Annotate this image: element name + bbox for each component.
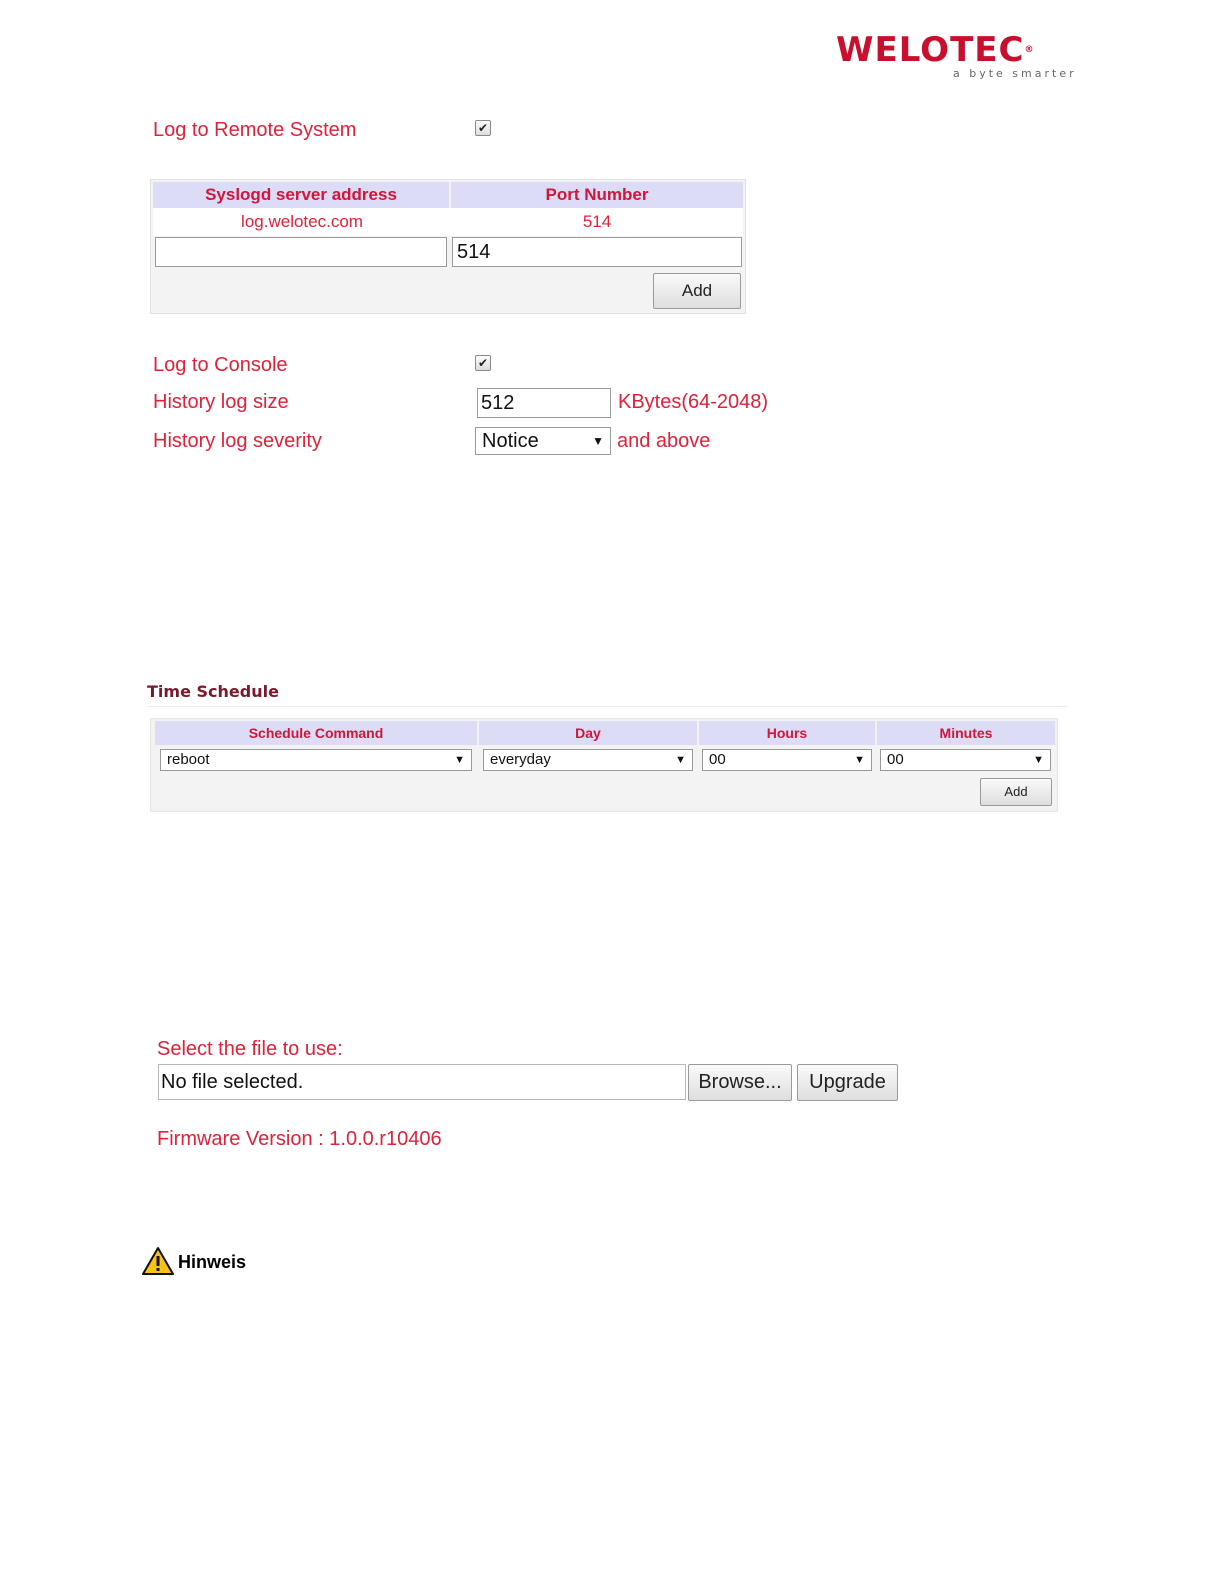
log-remote-label: Log to Remote System bbox=[153, 119, 357, 141]
note-label: Hinweis bbox=[178, 1252, 247, 1272]
warning-icon bbox=[142, 1246, 174, 1276]
add-schedule-button[interactable]: Add bbox=[980, 778, 1052, 806]
firmware-version: Firmware Version : 1.0.0.r10406 bbox=[157, 1128, 442, 1150]
day-selected: everyday bbox=[490, 751, 551, 768]
time-schedule-table bbox=[150, 718, 1058, 812]
chevron-down-icon: ▼ bbox=[592, 434, 604, 448]
history-size-label: History log size bbox=[153, 391, 289, 413]
time-schedule-title: Time Schedule bbox=[147, 682, 279, 701]
port-number-input[interactable]: 514 bbox=[452, 237, 742, 267]
upgrade-button[interactable]: Upgrade bbox=[797, 1064, 898, 1101]
history-size-input[interactable]: 512 bbox=[477, 388, 611, 418]
logo-tagline: a byte smarter bbox=[953, 67, 1077, 80]
minutes-selected: 00 bbox=[887, 751, 904, 768]
logo-registered: ® bbox=[1024, 45, 1035, 55]
chevron-down-icon: ▼ bbox=[454, 754, 465, 766]
syslog-server-table bbox=[150, 179, 746, 314]
row-port: 514 bbox=[582, 212, 612, 231]
welotec-logo bbox=[836, 30, 1034, 70]
select-file-label: Select the file to use: bbox=[157, 1038, 343, 1060]
severity-selected: Notice bbox=[482, 430, 539, 452]
browse-button[interactable]: Browse... bbox=[688, 1064, 792, 1101]
schedule-hours-select[interactable] bbox=[702, 749, 872, 771]
row-address: log.welotec.com bbox=[241, 212, 363, 231]
command-selected: reboot bbox=[167, 751, 210, 768]
log-console-checkbox[interactable]: ✔ bbox=[475, 355, 491, 371]
file-name-field[interactable]: No file selected. bbox=[158, 1064, 686, 1100]
history-size-unit: KBytes(64-2048) bbox=[618, 391, 769, 413]
log-remote-checkbox[interactable]: ✔ bbox=[475, 120, 491, 136]
server-address-input[interactable] bbox=[155, 237, 447, 267]
col-header-minutes: Minutes bbox=[877, 721, 1055, 745]
divider bbox=[147, 706, 1067, 707]
col-header-command: Schedule Command bbox=[155, 721, 477, 745]
table-row bbox=[153, 208, 743, 236]
col-header-day: Day bbox=[479, 721, 697, 745]
hours-selected: 00 bbox=[709, 751, 726, 768]
chevron-down-icon: ▼ bbox=[854, 754, 865, 766]
schedule-command-select[interactable] bbox=[160, 749, 472, 771]
schedule-minutes-select[interactable] bbox=[880, 749, 1051, 771]
schedule-day-select[interactable] bbox=[483, 749, 693, 771]
history-severity-label: History log severity bbox=[153, 430, 322, 452]
chevron-down-icon: ▼ bbox=[675, 754, 686, 766]
severity-suffix: and above bbox=[617, 430, 711, 452]
add-server-button[interactable]: Add bbox=[653, 273, 741, 309]
severity-select[interactable] bbox=[475, 427, 611, 455]
col-header-address: Syslogd server address bbox=[153, 182, 449, 208]
col-header-port: Port Number bbox=[451, 182, 743, 208]
logo-wordmark: WELOTEC bbox=[836, 30, 1025, 70]
chevron-down-icon: ▼ bbox=[1033, 754, 1044, 766]
log-console-label: Log to Console bbox=[153, 354, 288, 376]
col-header-hours: Hours bbox=[699, 721, 875, 745]
